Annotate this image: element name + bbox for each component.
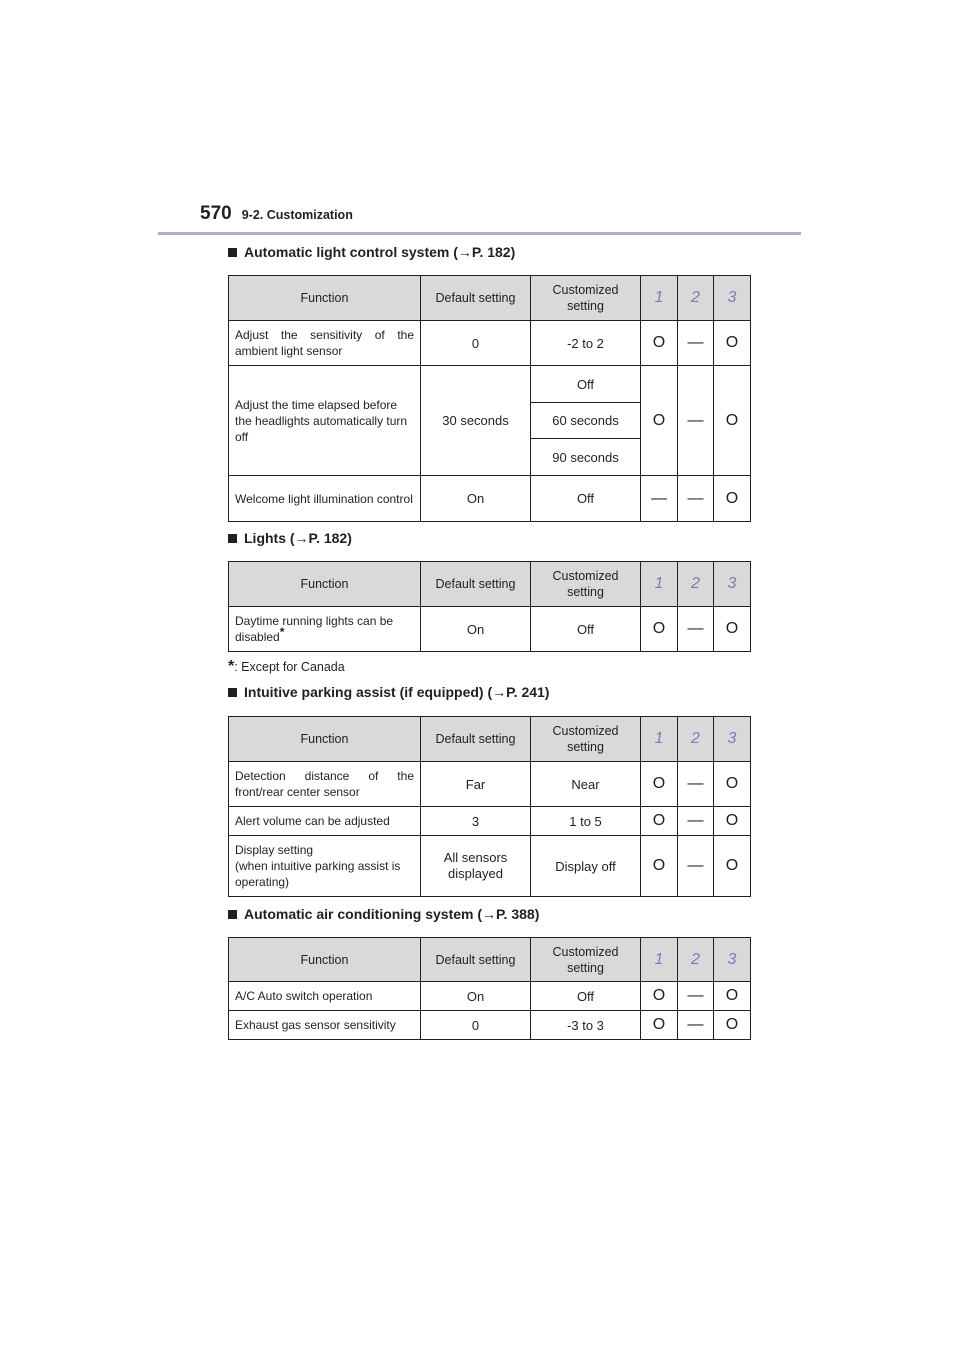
col-header-method-2: 2 [678,276,714,321]
method-2-cell: — [678,807,714,836]
method-3-cell: O [714,762,751,807]
section-heading-text: Automatic air conditioning system (→P. 388) [244,906,540,922]
method-1-cell: — [641,476,678,522]
section-heading-automatic-air-conditioning [228,906,539,922]
col-header-function: Function [229,717,421,762]
custom-cell: Off [531,476,641,522]
method-2-cell: — [678,607,714,652]
method-1-cell: O [641,807,678,836]
square-bullet-icon [228,248,237,257]
col-header-customized: Customized setting [531,562,641,607]
default-cell: Far [421,762,531,807]
section-heading-text: Intuitive parking assist (if equipped) (→P. 241) [244,684,550,700]
custom-cell: 1 to 5 [531,807,641,836]
custom-cell: -3 to 3 [531,1011,641,1040]
method-3-cell: O [714,476,751,522]
table-intuitive-parking-assist [228,716,751,897]
method-1-cell: O [641,607,678,652]
function-line: Display setting [235,843,314,857]
custom-cell: 60 seconds [531,403,641,439]
method-1-cell: O [641,836,678,897]
col-header-method-3: 3 [714,717,751,762]
custom-cell: Off [531,982,641,1011]
footnote-marker: * [228,658,235,675]
col-header-method-3: 3 [714,276,751,321]
function-cell: Detection distance of the front/rear center sensor [229,762,421,807]
function-cell: Adjust the sensitivity of the ambient light sensor [229,321,421,366]
default-cell: On [421,607,531,652]
col-header-default: Default setting [421,938,531,982]
default-cell: On [421,476,531,522]
method-1-cell: O [641,982,678,1011]
method-2-cell: — [678,836,714,897]
col-header-customized: Customized setting [531,717,641,762]
custom-cell: 90 seconds [531,439,641,476]
default-cell: 0 [421,321,531,366]
method-2-cell: — [678,1011,714,1040]
col-header-default: Default setting [421,276,531,321]
default-cell: 0 [421,1011,531,1040]
table-row [229,321,751,366]
default-cell: All sensors displayed [421,836,531,897]
table-row [229,762,751,807]
table-row [229,607,751,652]
method-2-cell: — [678,321,714,366]
col-header-method-1: 1 [641,276,678,321]
method-1-cell: O [641,1011,678,1040]
method-1-cell: O [641,321,678,366]
custom-cell: -2 to 2 [531,321,641,366]
table-automatic-air-conditioning [228,937,751,1040]
col-header-customized: Customized setting [531,938,641,982]
col-header-method-3: 3 [714,938,751,982]
col-header-function: Function [229,562,421,607]
default-cell: 30 seconds [421,366,531,476]
col-header-customized: Customized setting [531,276,641,321]
col-header-function: Function [229,276,421,321]
col-header-method-2: 2 [678,562,714,607]
function-cell: Adjust the time elapsed before the headlights automatically turn off [229,366,421,476]
function-line: (when intuitive parking assist is operating) [235,859,401,889]
custom-cell: Near [531,762,641,807]
footnote [228,658,345,676]
custom-cell: Off [531,607,641,652]
section-heading-lights [228,530,352,546]
table-row [229,807,751,836]
col-header-method-2: 2 [678,938,714,982]
table-header-row [229,562,751,607]
table-lights [228,561,751,652]
function-cell: Welcome light illumination control [229,476,421,522]
col-header-method-2: 2 [678,717,714,762]
function-cell: Alert volume can be adjusted [229,807,421,836]
footnote-text: : Except for Canada [234,660,345,674]
method-1-cell: O [641,762,678,807]
square-bullet-icon [228,688,237,697]
col-header-default: Default setting [421,562,531,607]
col-header-default: Default setting [421,717,531,762]
section-heading-intuitive-parking-assist [228,684,549,700]
method-3-cell: O [714,836,751,897]
page-number: 570 [200,203,232,224]
table-row [229,1011,751,1040]
col-header-method-1: 1 [641,938,678,982]
col-header-method-1: 1 [641,717,678,762]
table-row [229,982,751,1011]
col-header-method-3: 3 [714,562,751,607]
method-3-cell: O [714,366,751,476]
section-heading-text: Automatic light control system (→P. 182) [244,244,516,260]
function-cell: Daytime running lights can be disabled* [229,607,421,652]
table-row [229,476,751,522]
section-heading-text: Lights (→P. 182) [244,530,352,546]
col-header-function: Function [229,938,421,982]
square-bullet-icon [228,910,237,919]
table-automatic-light-control [228,275,751,522]
section-heading-automatic-light-control [228,244,515,260]
col-header-method-1: 1 [641,562,678,607]
table-row [229,366,751,403]
custom-cell: Display off [531,836,641,897]
default-cell: On [421,982,531,1011]
method-3-cell: O [714,1011,751,1040]
table-header-row [229,717,751,762]
method-2-cell: — [678,982,714,1011]
table-row [229,836,751,897]
method-3-cell: O [714,321,751,366]
page-header [200,203,353,225]
header-divider [158,232,801,235]
function-cell [229,836,421,897]
method-1-cell: O [641,366,678,476]
square-bullet-icon [228,534,237,543]
method-2-cell: — [678,476,714,522]
footnote-marker: * [279,625,285,639]
method-3-cell: O [714,807,751,836]
custom-cell: Off [531,366,641,403]
method-3-cell: O [714,982,751,1011]
method-3-cell: O [714,607,751,652]
table-header-row [229,276,751,321]
method-2-cell: — [678,366,714,476]
default-cell: 3 [421,807,531,836]
function-cell: Exhaust gas sensor sensitivity [229,1011,421,1040]
chapter-title: 9-2. Customization [241,208,353,222]
method-2-cell: — [678,762,714,807]
table-header-row [229,938,751,982]
function-cell: A/C Auto switch operation [229,982,421,1011]
